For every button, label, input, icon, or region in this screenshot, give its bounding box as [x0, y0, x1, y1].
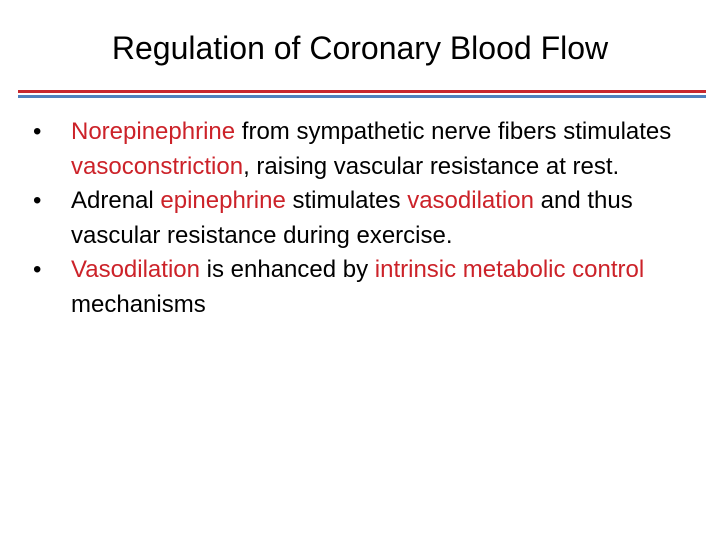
bullet-text: Adrenal	[71, 187, 161, 214]
highlighted-term: epinephrine	[160, 187, 286, 214]
bullet-text: stimulates	[285, 187, 408, 214]
bullet-text: from sympathetic nerve fibers stimulates	[235, 118, 672, 145]
bullet-item-vasodilation	[0, 253, 720, 322]
bullet-text: is enhanced by	[199, 256, 375, 283]
bullet-marker: •	[33, 187, 42, 214]
highlighted-term: intrinsic metabolic control	[374, 256, 645, 283]
highlighted-term: Vasodilation	[71, 256, 200, 283]
bullet-list	[0, 115, 720, 322]
bullet-text: , raising vascular resistance at rest.	[243, 152, 620, 180]
bullet-marker: •	[33, 118, 42, 145]
bullet-text: mechanisms	[71, 290, 206, 318]
slide-title: Regulation of Coronary Blood Flow	[111, 30, 609, 66]
highlighted-term: Norepinephrine	[71, 118, 236, 145]
highlighted-term: vasoconstriction	[71, 152, 244, 180]
bullet-marker: •	[33, 256, 42, 283]
bullet-item-norepinephrine	[0, 115, 720, 184]
bullet-text: and thus vascular resistance during exercise.	[71, 187, 633, 249]
highlighted-term: vasodilation	[407, 187, 534, 214]
bullet-item-epinephrine	[0, 184, 720, 253]
title-underline-red	[18, 90, 706, 93]
title-underline-blue	[18, 95, 706, 98]
